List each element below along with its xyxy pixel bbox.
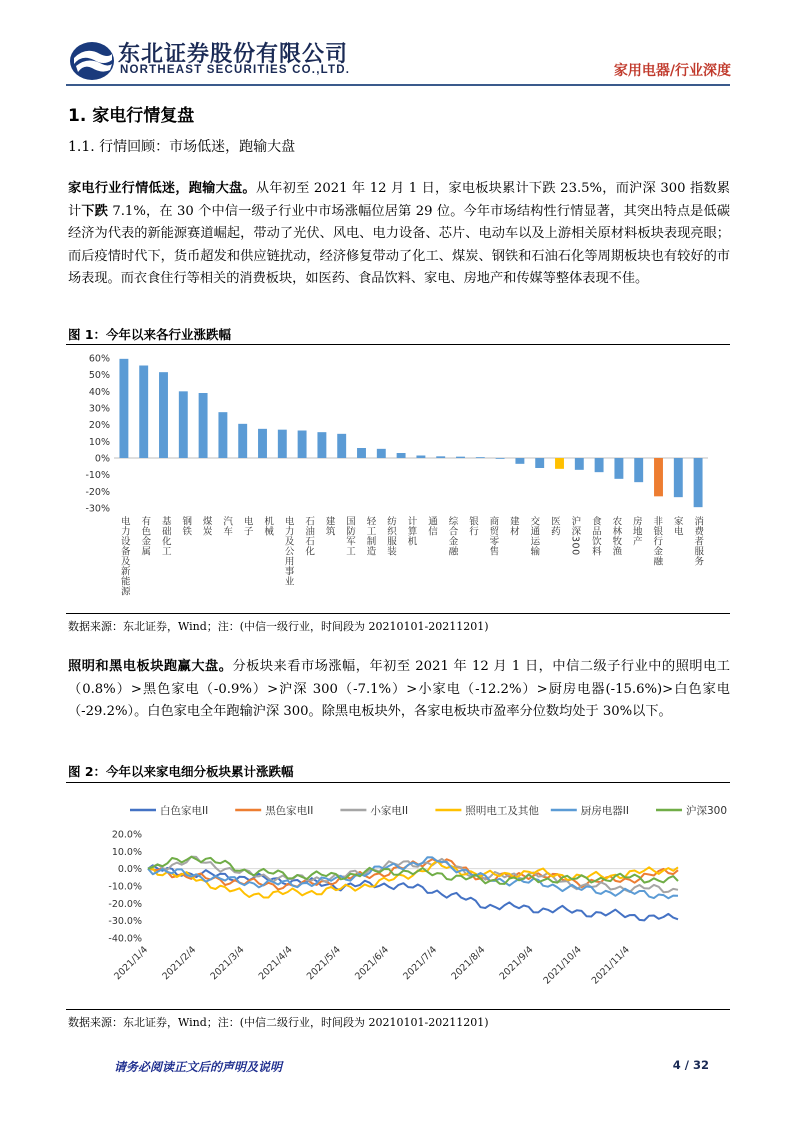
subsection-title: 1.1. 行情回顾：市场低迷，跑输大盘 [68,139,296,155]
bar [575,458,584,470]
bar [674,458,683,497]
legend-label: 黑色家电II [265,805,314,817]
bar [377,449,386,458]
y-tick-label: 20% [88,420,110,432]
x-category-label: 综合金融 [446,516,458,556]
y-tick-label: 10.0% [111,846,142,858]
bar [278,430,287,458]
figure2-source: 数据来源：东北证券，Wind；注：(中信二级行业，时间段为 20210101-20211201) [68,1016,489,1029]
x-category-label: 轻工制造 [364,516,376,556]
x-category-label: 基础化工 [159,516,171,556]
legend-label: 厨房电器II [580,805,630,817]
bar [515,458,524,464]
bar [595,458,604,472]
x-category-label: 家电 [671,516,683,536]
x-tick-label: 2021/8/4 [449,944,488,983]
y-tick-label: 0.0% [117,864,142,876]
y-tick-label: 10% [88,436,110,448]
bar [119,359,128,458]
legend-label: 照明电工及其他 [465,805,539,817]
x-category-label: 农林牧渔 [610,516,622,556]
y-tick-label: 30% [88,403,110,415]
bar [139,366,148,459]
company-name-cn: 东北证券股份有限公司 [118,42,349,67]
y-tick-label: 0% [94,453,110,465]
x-category-label: 钢铁 [180,516,192,536]
figure1-source: 数据来源：东北证券，Wind；注：(中信一级行业，时间段为 20210101-20211201) [68,620,489,633]
bar [476,457,485,458]
x-category-label: 医药 [548,516,560,536]
x-category-label: 石油石化 [303,516,315,556]
x-category-label: 建筑 [323,516,335,536]
x-category-label: 食品饮料 [589,516,601,556]
y-tick-label: 40% [88,386,110,398]
legend-label: 小家电II [370,805,409,817]
footer-disclaimer: 请务必阅读正文后的声明及说明 [114,1060,283,1074]
bar [654,458,663,496]
y-tick-label: -30% [85,503,110,515]
bar [179,391,188,458]
y-tick-label: -40.0% [108,933,142,945]
legend-label: 白色家电II [160,805,209,817]
bar [555,458,564,469]
y-tick-label: -10% [85,470,110,482]
x-tick-label: 2021/9/4 [497,944,536,983]
bar [298,431,307,459]
page-number: 4 / 32 [672,1058,709,1072]
section-title: 1. 家电行情复盘 [68,106,195,126]
y-tick-label: -20% [85,486,110,498]
x-category-label: 消费者服务 [692,516,704,566]
x-category-label: 交通运输 [528,516,540,556]
figure2-top-rule [66,782,730,783]
y-tick-label: 60% [88,353,110,365]
paragraph-lead: 家电行业行情低迷，跑输大盘。 [68,181,256,196]
bar [456,457,465,458]
bar [258,429,267,458]
industry-return-bar-chart [68,346,730,616]
bar [218,412,227,458]
figure1-caption: 图 1：今年以来各行业涨跌幅 [68,327,232,342]
company-name-en: NORTHEAST SECURITIES CO.,LTD. [120,64,351,76]
bar [337,434,346,458]
figure2-caption: 图 2：今年以来家电细分板块累计涨跌幅 [68,764,294,779]
y-tick-label: -10.0% [108,881,142,893]
x-tick-label: 2021/2/4 [160,944,199,983]
x-category-label: 煤炭 [200,516,212,536]
header-divider [66,84,730,86]
figure1-bottom-rule [66,613,730,614]
paragraph-text: 分板块来看市场涨幅，年初至 2021 年 12 月 1 日，中信二级子行业中的照明电工（0.8%）>黑色家电（-0.9%）>沪深 300（-7.1%）>小家电（-12.2%）>厨房电器(-15.6%)>白色家电（-29.2%）。白色家电全年跑输沪深 300。除黑电板块外，各家电板块市盈率分位数均处于 30%以下。 [68,659,730,720]
x-category-label: 沪深300 [569,516,581,556]
bold-word: 下跌 [81,203,109,219]
paragraph-lead: 照明和黑电板块跑赢大盘。 [68,659,233,674]
bar [694,458,703,507]
x-category-label: 非银行金融 [651,516,663,566]
y-tick-label: -30.0% [108,916,142,928]
x-category-label: 电力及公用事业 [282,516,294,586]
legend-label: 沪深300 [686,805,728,817]
y-tick-label: -20.0% [108,898,142,910]
x-tick-label: 2021/7/4 [401,944,440,983]
bar [159,372,168,458]
x-tick-label: 2021/10/4 [541,944,584,987]
x-tick-label: 2021/11/4 [589,944,632,987]
x-category-label: 商贸零售 [487,516,499,556]
figure2-bottom-rule [66,1009,730,1010]
subsector-line-chart [68,800,730,1005]
x-category-label: 汽车 [221,516,233,536]
x-category-label: 通信 [425,516,437,536]
bar [496,458,505,459]
x-tick-label: 2021/3/4 [208,944,247,983]
report-section-label: 家用电器/行业深度 [613,63,731,79]
y-tick-label: 20.0% [111,829,142,841]
bar [199,393,208,458]
bar [238,424,247,458]
x-category-label: 机械 [262,516,274,536]
x-category-label: 国防军工 [344,516,356,556]
x-tick-label: 2021/4/4 [256,944,295,983]
bar [416,456,425,459]
x-tick-label: 2021/5/4 [304,944,343,983]
bar [357,448,366,458]
bar [634,458,643,482]
x-category-label: 计算机 [405,516,417,546]
bar [317,432,326,458]
bar [614,458,623,479]
paragraph-industry-overview [68,178,730,291]
bar [535,458,544,468]
x-category-label: 电子 [241,516,253,536]
bar [436,456,445,458]
x-category-label: 房地产 [630,516,642,546]
x-category-label: 银行 [466,516,478,536]
figure1-top-rule [66,344,730,345]
bar [397,453,406,458]
paragraph-text: 7.1%，在 30 个中信一级子行业中市场涨幅位居第 29 位。今年市场结构性行情显著，其突出特点是低碳经济为代表的新能源赛道崛起，带动了光伏、风电、电力设备、芯片、电动车以及上游相关原材料板块表现亮眼；而后疫情时代下，货币超发和供应链扰动，经济修复带动了化工、煤炭、钢铁和石油石化等周期板块也有较好的市场表现。而衣食住行等相关的消费板块，如医药、食品饮料、家电、房地产和传媒等整体表现不佳。 [68,203,731,287]
x-tick-label: 2021/1/4 [112,944,151,983]
paragraph-text: 从年初至 2021 年 12 月 1 日，家电板块累计下跌 23.5%，而沪深 300 指数累计 [68,181,731,219]
x-category-label: 建材 [507,516,519,536]
paragraph-subsector [68,656,730,724]
x-category-label: 电力设备及新能源 [118,516,130,596]
y-tick-label: 50% [88,370,110,382]
x-category-label: 纺织服装 [385,516,397,556]
x-category-label: 有色金属 [139,516,151,556]
x-tick-label: 2021/6/4 [353,944,392,983]
